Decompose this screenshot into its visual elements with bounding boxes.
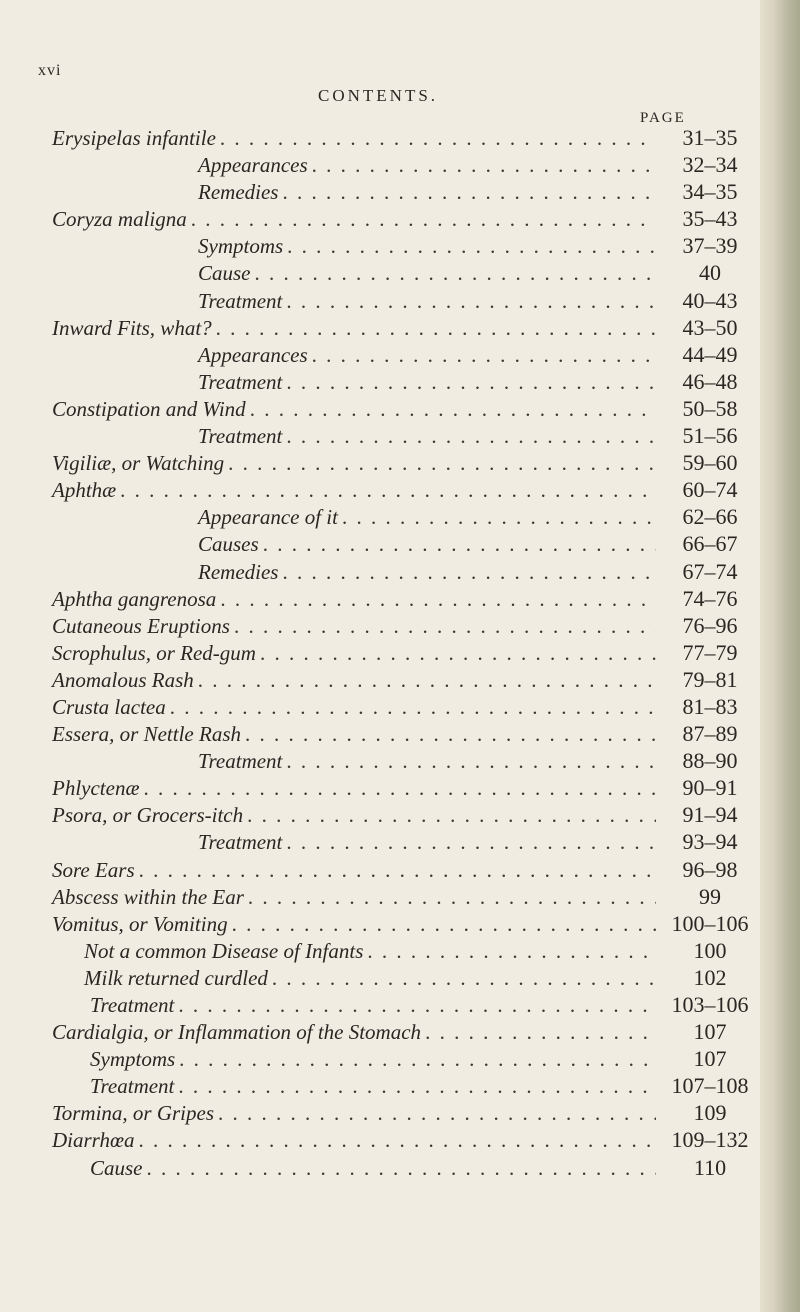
dot-leader [120,477,656,504]
contents-entry [0,449,760,476]
entry-title: Symptoms [90,1047,176,1072]
entry-title: Not a common Disease of Infants [84,938,364,963]
entry-pages: 79–81 [682,666,738,692]
contents-entry [0,178,760,205]
contents-entry [0,1154,760,1181]
entry-pages: 46–48 [682,368,738,394]
entry-pages: 37–39 [682,233,738,259]
entry-pages: 91–94 [682,802,738,828]
dot-leader [286,423,656,450]
entry-title: Appearances [198,153,308,178]
entry-title: Inward Fits, what? [52,315,212,340]
dot-leader [179,1046,656,1073]
contents-entry [0,368,760,395]
dot-leader [282,179,656,206]
contents-entry [0,801,760,828]
dot-leader [220,125,656,152]
entry-title: Treatment [90,993,175,1017]
dot-leader [218,1100,656,1127]
contents-entry [0,1072,760,1099]
contents-entry [0,1045,760,1072]
entry-pages: 109–132 [671,1127,749,1153]
contents-entry [0,910,760,937]
entry-pages: 40–43 [682,287,738,313]
entry-title: Psora, or Grocers-itch [52,803,244,828]
dot-leader [139,857,656,884]
contents-entry [0,422,760,449]
contents-entry [0,341,760,368]
entry-pages: 66–67 [682,531,738,557]
entry-title: Vomitus, or Vomiting [52,911,228,936]
dot-leader [143,775,656,802]
dot-leader [232,911,656,938]
contents-entry [0,666,760,693]
dot-leader [255,260,657,287]
dot-leader [234,613,656,640]
dot-leader [342,504,656,531]
entry-pages: 110 [693,1154,727,1180]
entry-pages: 59–60 [682,450,738,476]
running-head: CONTENTS. [318,86,439,105]
contents-entry [0,558,760,585]
entry-pages: 67–74 [682,558,738,584]
dot-leader [287,233,656,260]
entry-pages: 35–43 [682,206,738,232]
page-edge [760,0,800,1312]
dot-leader [272,965,656,992]
entry-title: Symptoms [198,234,284,259]
entry-pages: 90–91 [682,775,738,801]
entry-pages: 31–35 [682,125,738,150]
dot-leader [220,586,656,613]
contents-entry [0,232,760,259]
entry-title: Causes [198,532,259,557]
entry-pages: 100 [693,937,727,963]
contents-entry [0,991,760,1018]
entry-title: Appearances [198,342,308,367]
contents-entry [0,395,760,422]
entry-title: Abscess within the Ear [52,884,244,909]
contents-entry [0,964,760,991]
entry-pages: 62–66 [682,504,738,530]
entry-pages: 76–96 [682,612,738,638]
contents-entry [0,774,760,801]
entry-pages: 43–50 [682,314,738,340]
entry-pages: 51–56 [682,423,738,449]
contents-entry [0,883,760,910]
entry-title: Cause [90,1155,143,1180]
entry-title: Constipation and Wind [52,396,246,421]
entry-title: Treatment [198,749,283,774]
dot-leader [216,315,656,342]
dot-leader [286,288,656,315]
page-number: xvi [38,62,62,79]
entry-title: Aphtha gangrenosa [52,586,217,611]
entry-pages: 32–34 [682,152,738,178]
contents-entry [0,151,760,178]
entry-title: Crusta lactea [52,694,166,719]
entry-pages: 100–106 [671,910,749,936]
dot-leader [228,450,656,477]
dot-leader [312,342,656,369]
contents-entry [0,639,760,666]
contents-entry [0,476,760,503]
dot-leader [286,829,656,856]
entry-pages: 40 [699,260,721,286]
contents-entry [0,828,760,855]
entry-pages: 77–79 [682,639,738,665]
entry-pages: 81–83 [682,693,738,719]
contents-entry [0,124,760,151]
entry-pages: 44–49 [682,341,738,367]
entry-title: Essera, or Nettle Rash [52,722,241,747]
contents-entry [0,693,760,720]
dot-leader [178,1073,656,1100]
dot-leader [178,992,656,1019]
entry-title: Cardialgia, or Inflammation of the Stomach [52,1020,422,1045]
dot-leader [138,1127,656,1154]
entry-title: Vigiliæ, or Watching [52,451,225,476]
contents-entry [0,530,760,557]
contents-entry [0,856,760,883]
entry-title: Anomalous Rash [52,667,194,692]
entry-title: Treatment [198,288,283,313]
dot-leader [312,152,656,179]
entry-pages: 50–58 [682,395,738,421]
dot-leader [147,1155,657,1182]
contents-entry [0,1099,760,1126]
entry-title: Milk returned curdled [84,965,268,990]
entry-pages: 107–108 [671,1073,749,1099]
entry-pages: 93–94 [682,829,738,855]
dot-leader [367,938,656,965]
dot-leader [198,667,656,694]
entry-title: Phlyctenæ [52,776,140,801]
entry-title: Treatment [198,369,283,394]
contents-entry [0,612,760,639]
contents-entry [0,503,760,530]
contents-entry [0,314,760,341]
entry-pages: 87–89 [682,721,738,747]
entry-pages: 107 [693,1019,727,1045]
contents-entry [0,747,760,774]
entry-title: Sore Ears [52,857,135,882]
contents-entry [0,287,760,314]
page-column-label: PAGE [640,110,686,126]
entry-pages: 96–98 [682,856,738,882]
entry-title: Cause [198,261,251,286]
entry-title: Cutaneous Eruptions [52,613,230,638]
dot-leader [260,640,656,667]
entry-title: Treatment [198,830,283,855]
entry-title: Diarrhœa [52,1128,135,1153]
contents-entry [0,259,760,286]
contents-entry [0,1018,760,1045]
entry-title: Treatment [90,1074,175,1099]
contents-entry [0,1126,760,1153]
dot-leader [245,721,656,748]
dot-leader [286,369,656,396]
contents-entry [0,720,760,747]
entry-pages: 74–76 [682,585,738,611]
dot-leader [425,1019,656,1046]
dot-leader [250,396,656,423]
contents-entry [0,205,760,232]
dot-leader [286,748,656,775]
entry-title: Remedies [198,180,279,205]
entry-title: Erysipelas infantile [52,126,216,150]
entry-pages: 99 [699,883,721,909]
entry-pages: 34–35 [682,179,738,205]
entry-title: Coryza maligna [52,207,187,232]
entry-pages: 103–106 [671,992,749,1017]
entry-title: Tormina, or Gripes [52,1101,215,1126]
contents-entry [0,585,760,612]
entry-title: Appearance of it [198,505,338,530]
entry-title: Aphthæ [52,478,117,503]
entry-pages: 60–74 [682,477,738,503]
contents-entry [0,937,760,964]
entry-pages: 107 [693,1046,727,1072]
entry-pages: 88–90 [682,748,738,774]
entry-title: Treatment [198,424,283,449]
dot-leader [191,206,656,233]
entry-title: Remedies [198,559,279,584]
entry-title: Scrophulus, or Red-gum [52,640,256,665]
entry-pages: 109 [693,1100,727,1126]
dot-leader [282,559,656,586]
dot-leader [263,531,656,558]
dot-leader [247,802,656,829]
dot-leader [248,884,656,911]
contents-list [0,124,760,1181]
entry-pages: 102 [693,964,727,990]
dot-leader [170,694,656,721]
